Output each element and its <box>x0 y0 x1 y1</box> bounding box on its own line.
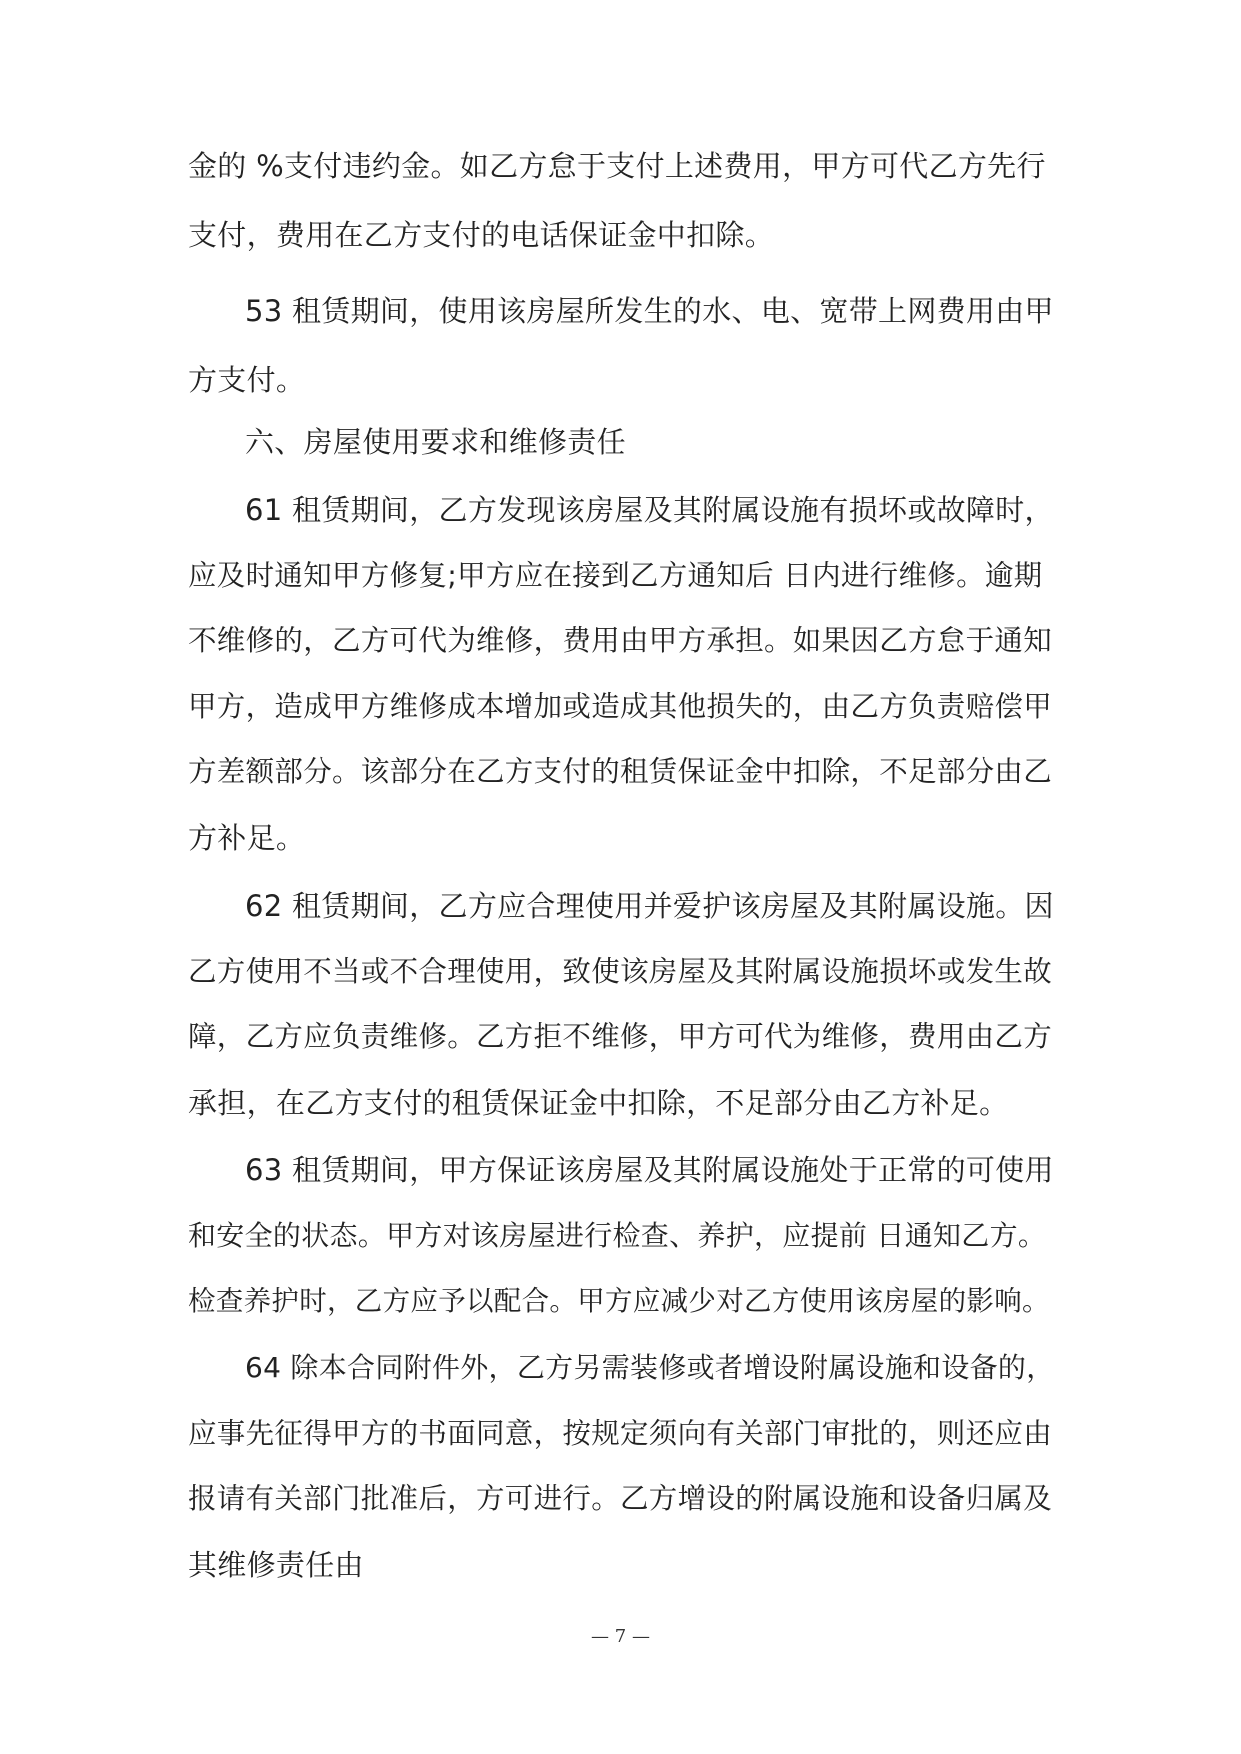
text-line: 支付，费用在乙方支付的电话保证金中扣除。 <box>188 218 775 252</box>
page-number: — 7 — <box>591 1626 650 1647</box>
text-line: 53 租赁期间，使用该房屋所发生的水、电、宽带上网费用由甲 <box>245 294 1054 328</box>
text-line: 62 租赁期间，乙方应合理使用并爱护该房屋及其附属设施。因 <box>245 889 1054 923</box>
section-heading: 六、房屋使用要求和维修责任 <box>245 425 626 459</box>
text-line: 应及时通知甲方修复;甲方应在接到乙方通知后 日内进行维修。逾期 <box>188 559 1043 592</box>
text-line: 方补足。 <box>188 821 306 855</box>
text-line: 乙方使用不当或不合理使用，致使该房屋及其附属设施损坏或发生故 <box>188 955 1053 988</box>
text-line: 承担，在乙方支付的租赁保证金中扣除，不足部分由乙方补足。 <box>188 1086 1009 1120</box>
text-line: 报请有关部门批准后，方可进行。乙方增设的附属设施和设备归属及 <box>188 1482 1053 1515</box>
text-line: 64 除本合同附件外，乙方另需装修或者增设附属设施和设备的， <box>245 1351 1055 1384</box>
text-line: 应事先征得甲方的书面同意，按规定须向有关部门审批的，则还应由 <box>188 1417 1053 1450</box>
text-line: 金的 %支付违约金。如乙方怠于支付上述费用，甲方可代乙方先行 <box>188 149 1046 183</box>
text-line: 61 租赁期间，乙方发现该房屋及其附属设施有损坏或故障时， <box>245 493 1054 527</box>
text-line: 方支付。 <box>188 363 306 397</box>
text-line: 和安全的状态。甲方对该房屋进行检查、养护，应提前 日通知乙方。 <box>188 1219 1047 1252</box>
text-line: 不维修的，乙方可代为维修，费用由甲方承担。如果因乙方怠于通知 <box>188 624 1053 657</box>
text-line: 障，乙方应负责维修。乙方拒不维修，甲方可代为维修，费用由乙方 <box>188 1020 1053 1053</box>
text-line: 检查养护时，乙方应予以配合。甲方应减少对乙方使用该房屋的影响。 <box>188 1285 1050 1317</box>
text-line: 方差额部分。该部分在乙方支付的租赁保证金中扣除，不足部分由乙 <box>188 755 1053 788</box>
text-line: 其维修责任由 <box>188 1548 364 1582</box>
text-line: 甲方，造成甲方维修成本增加或造成其他损失的，由乙方负责赔偿甲 <box>188 690 1053 723</box>
text-line: 63 租赁期间，甲方保证该房屋及其附属设施处于正常的可使用 <box>245 1153 1054 1187</box>
